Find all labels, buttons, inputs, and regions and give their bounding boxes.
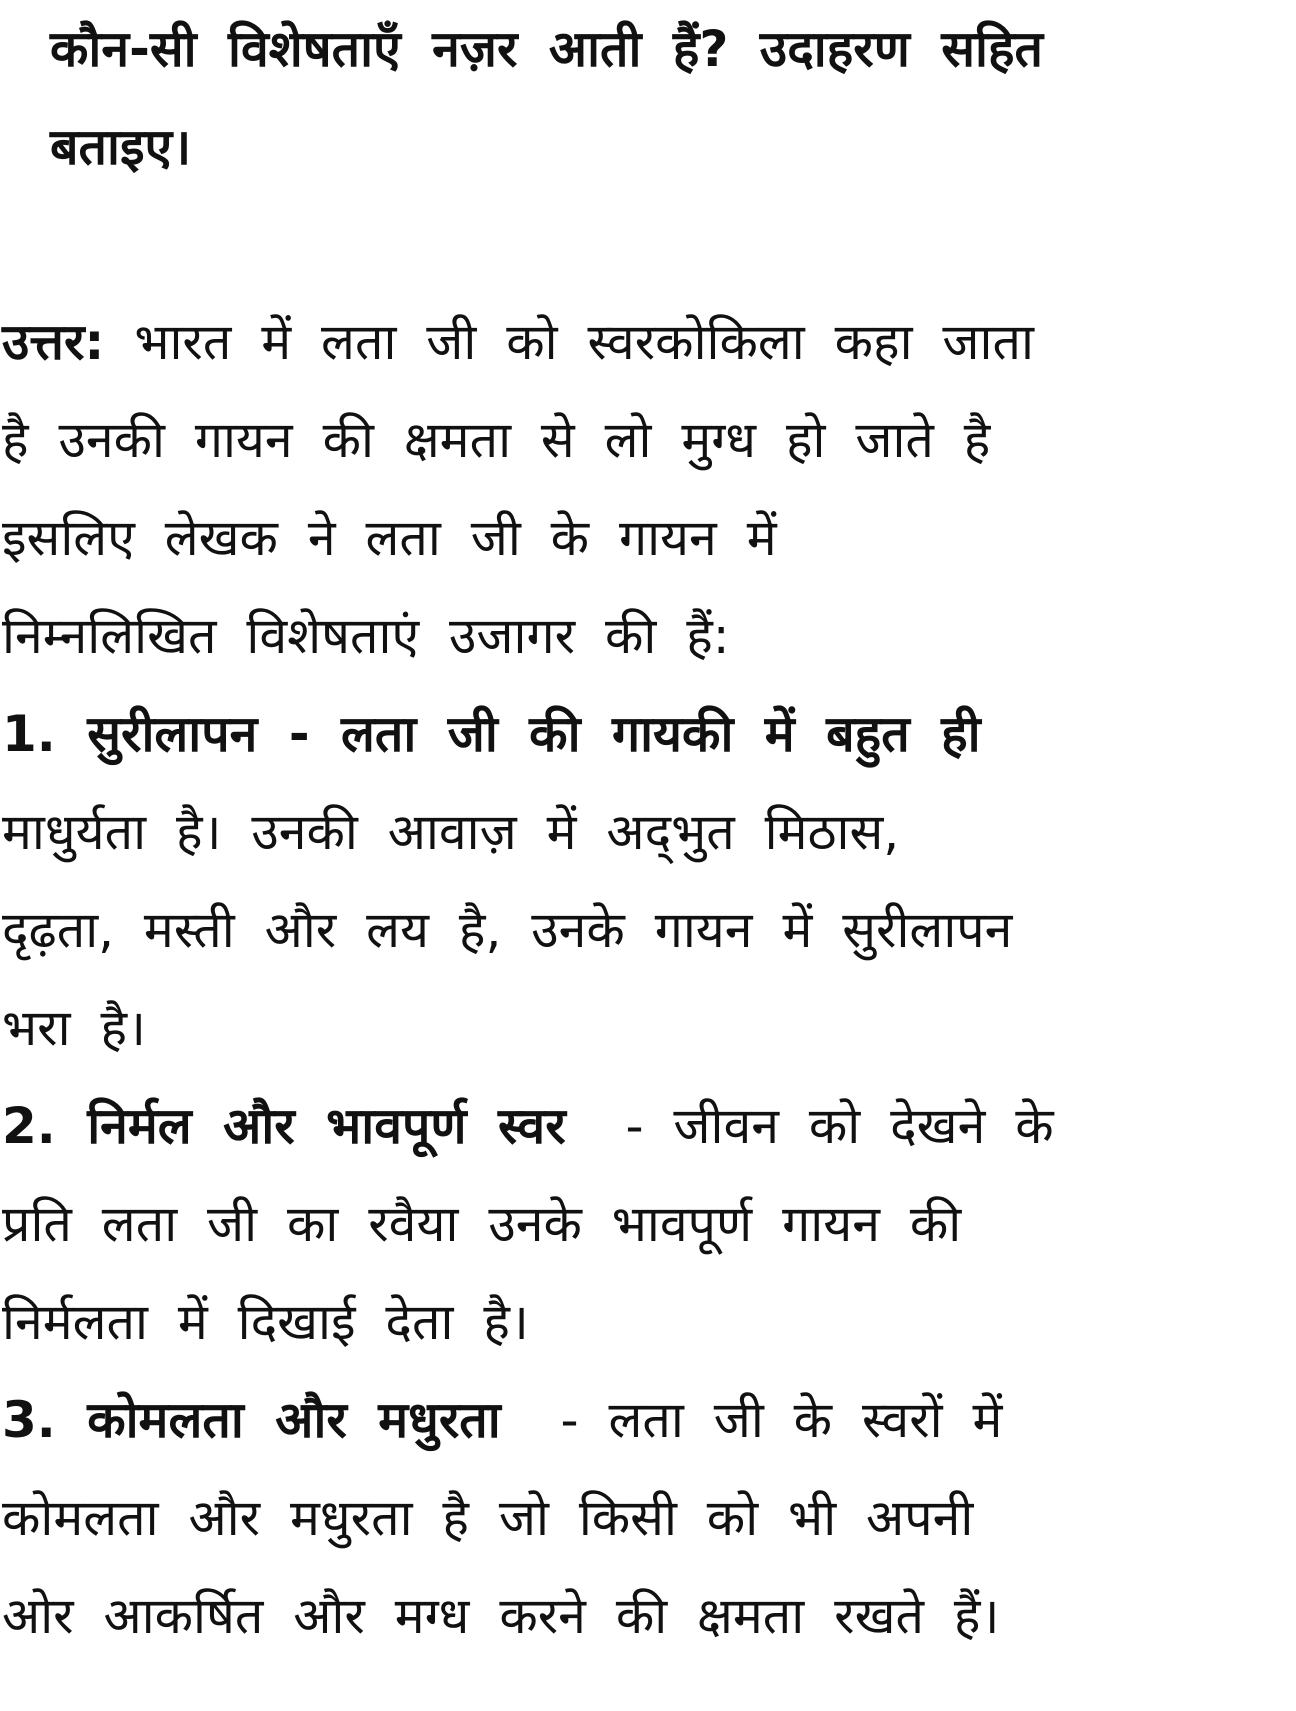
- point-text: प्रति लता जी का रवैया उनके भावपूर्ण गायन की: [2, 1195, 962, 1253]
- point-heading: 2. निर्मल और भावपूर्ण स्वर: [2, 1097, 566, 1155]
- answer-intro: [2, 293, 1292, 391]
- point-text: - लता जी के स्वरों में: [500, 1391, 1003, 1449]
- answer-text: है उनकी गायन की क्षमता से लो मुग्ध हो जाते है: [2, 411, 991, 469]
- point-item: [2, 1077, 1292, 1175]
- question-line: कौन-सी विशेषताएँ नज़र आती हैं? उदाहरण सहित: [50, 20, 1044, 78]
- answer-text: भारत में लता जी को स्वरकोकिला कहा जाता: [134, 313, 1034, 371]
- answer-text: निम्नलिखित विशेषताएं उजागर की हैं:: [2, 607, 730, 665]
- point-heading: 1. सुरीलापन: [2, 705, 258, 763]
- answer-text: इसलिए लेखक ने लता जी के गायन में: [2, 509, 777, 567]
- answer-block: [2, 293, 1292, 1665]
- point-text: ओर आकर्षित और मग्ध करने की क्षमता रखते हैं।: [2, 1587, 1000, 1645]
- point-heading: 3. कोमलता और मधुरता: [2, 1391, 501, 1449]
- point-text: भरा है।: [2, 999, 146, 1057]
- question-line: बताइए।: [50, 118, 192, 176]
- question-text: [50, 0, 1290, 196]
- point-text: - जीवन को देखने के: [565, 1097, 1054, 1155]
- answer-label: उत्तर:: [2, 313, 105, 371]
- point-text: माधुर्यता है। उनकी आवाज़ में अद्‌भुत मिठास,: [2, 803, 900, 861]
- point-text: निर्मलता में दिखाई देता है।: [2, 1293, 529, 1351]
- point-item: [2, 685, 1292, 783]
- point-text: - लता जी की गायकी में बहुत ही: [257, 705, 981, 763]
- point-text: कोमलता और मधुरता है जो किसी को भी अपनी: [2, 1489, 974, 1547]
- point-text: दृढ़ता, मस्ती और लय है, उनके गायन में सुरीलापन: [2, 901, 1013, 959]
- point-item: [2, 1371, 1292, 1469]
